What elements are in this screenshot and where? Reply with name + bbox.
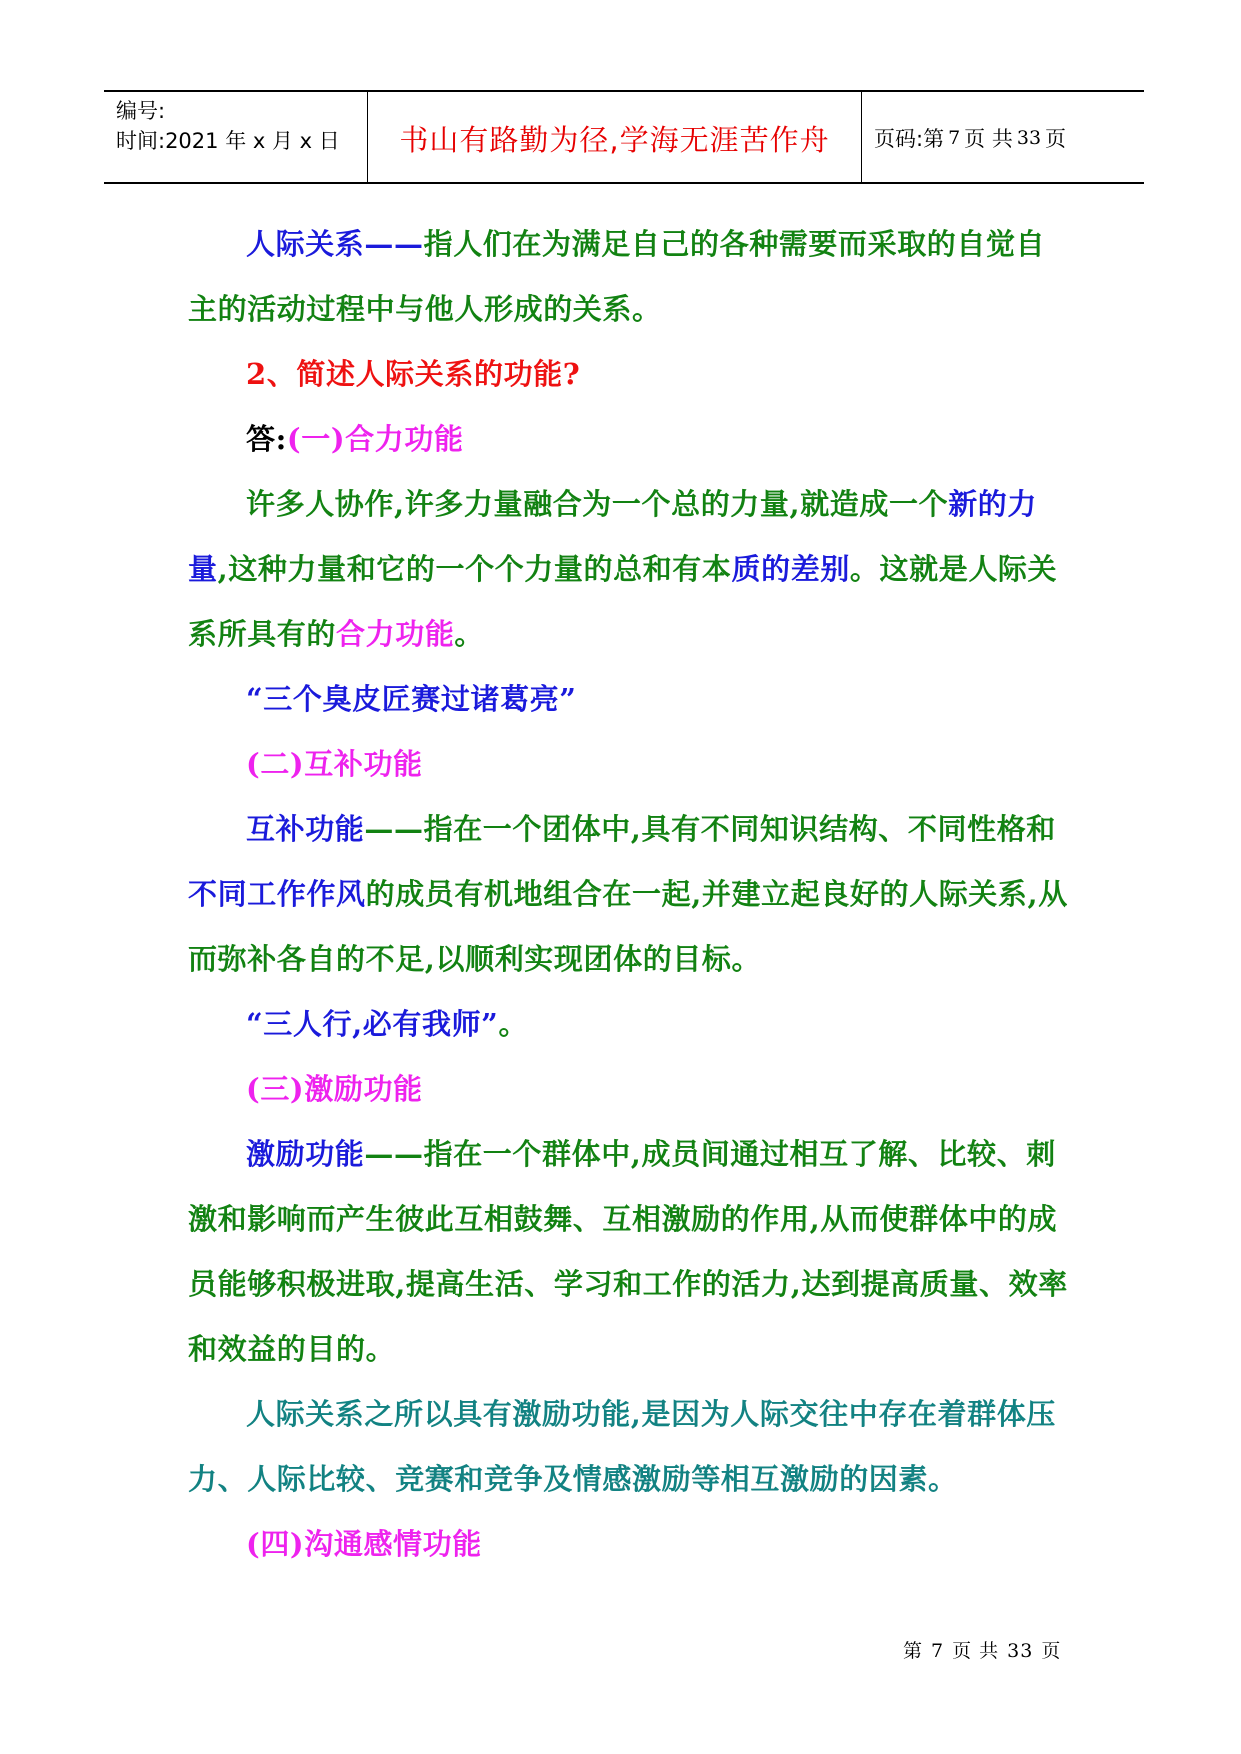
- quote-2-end: 。: [498, 1007, 529, 1041]
- term-interpersonal-relations: 人际关系——: [246, 227, 424, 261]
- paragraph-motivation: [188, 1122, 1068, 1382]
- page-footer: [903, 1636, 1069, 1663]
- paragraph-motivation-reason: 人际关系之所以具有激励功能,是因为人际交往中存在着群体压力、人际比较、竞赛和竞争及情感激励等相互激励的因素。: [188, 1397, 1056, 1496]
- text-segment: 。这就是人际关系所具有的: [188, 552, 1058, 651]
- term-complementary: 互补功能: [246, 812, 365, 846]
- answer-label: 答:: [246, 422, 287, 456]
- definition-text: 指人们在为满足自己的各种需要而采取的自觉自主的活动过程中与他人形成的关系。: [188, 227, 1046, 326]
- document-number-label: 编号:: [116, 99, 166, 123]
- header-page-mid: 页 共: [964, 127, 1013, 151]
- header-page-suffix: 页: [1045, 127, 1067, 151]
- text-segment-highlight: 不同工作作风: [188, 877, 366, 911]
- page-header: [104, 90, 1144, 184]
- document-time-label: 时间:2021 年 x 月 x 日: [116, 129, 340, 153]
- header-page-prefix: 页码:第: [874, 127, 945, 151]
- document-body: [188, 212, 1068, 1577]
- text-segment: 的成员有机地组合在一起,并建立起良好的人际关系,从而弥补各自的不足,以顺利实现团体的目标。: [188, 877, 1068, 976]
- footer-mid: 页 共: [952, 1640, 1000, 1662]
- question-heading: 2、简述人际关系的功能?: [246, 357, 581, 391]
- header-page-info: [862, 92, 1144, 182]
- paragraph-combined-force: [188, 472, 1068, 667]
- header-motto: 书山有路勤为径,学海无涯苦作舟: [368, 92, 862, 182]
- footer-suffix: 页: [1041, 1640, 1062, 1662]
- section-heading-2: (二)互补功能: [246, 747, 423, 781]
- header-info-cell: [104, 92, 368, 182]
- header-page-number: 7: [948, 127, 961, 149]
- quote-1: “三个臭皮匠赛过诸葛亮”: [246, 682, 577, 716]
- quote-2-text: “三人行,必有我师”: [246, 1007, 499, 1041]
- header-page-total: 33: [1016, 127, 1042, 149]
- text-segment: ,这种力量和它的一个个力量的总和有本: [217, 552, 732, 586]
- footer-page-total: 33: [1007, 1640, 1034, 1662]
- text-segment-term: 合力功能: [336, 617, 455, 651]
- footer-prefix: 第: [903, 1640, 924, 1662]
- text-segment: 。: [454, 617, 485, 651]
- text-segment-highlight: 新的力量: [188, 487, 1038, 586]
- paragraph-definition: [188, 212, 1068, 342]
- text-segment: 许多人协作,许多力量融合为一个总的力量,就造成一个: [246, 487, 949, 521]
- term-motivation: 激励功能: [246, 1137, 365, 1171]
- text-segment-highlight: 质的差别: [731, 552, 850, 586]
- quote-2: [188, 992, 1068, 1057]
- section-heading-1: (一)合力功能: [286, 422, 464, 456]
- footer-page-number: 7: [931, 1640, 945, 1662]
- answer-line: [188, 407, 1068, 472]
- section-heading-4: (四)沟通感情功能: [246, 1527, 482, 1561]
- text-segment: ——指在一个群体中,成员间通过相互了解、比较、刺激和影响而产生彼此互相鼓舞、互相激励的作用,从而使群体中的成员能够积极进取,提高生活、学习和工作的活力,达到提高质量、效率和效益的目的。: [188, 1137, 1068, 1366]
- paragraph-complementary: [188, 797, 1068, 992]
- section-heading-3: (三)激励功能: [246, 1072, 423, 1106]
- text-segment: ——指在一个团体中,具有不同知识结构、不同性格和: [364, 812, 1056, 846]
